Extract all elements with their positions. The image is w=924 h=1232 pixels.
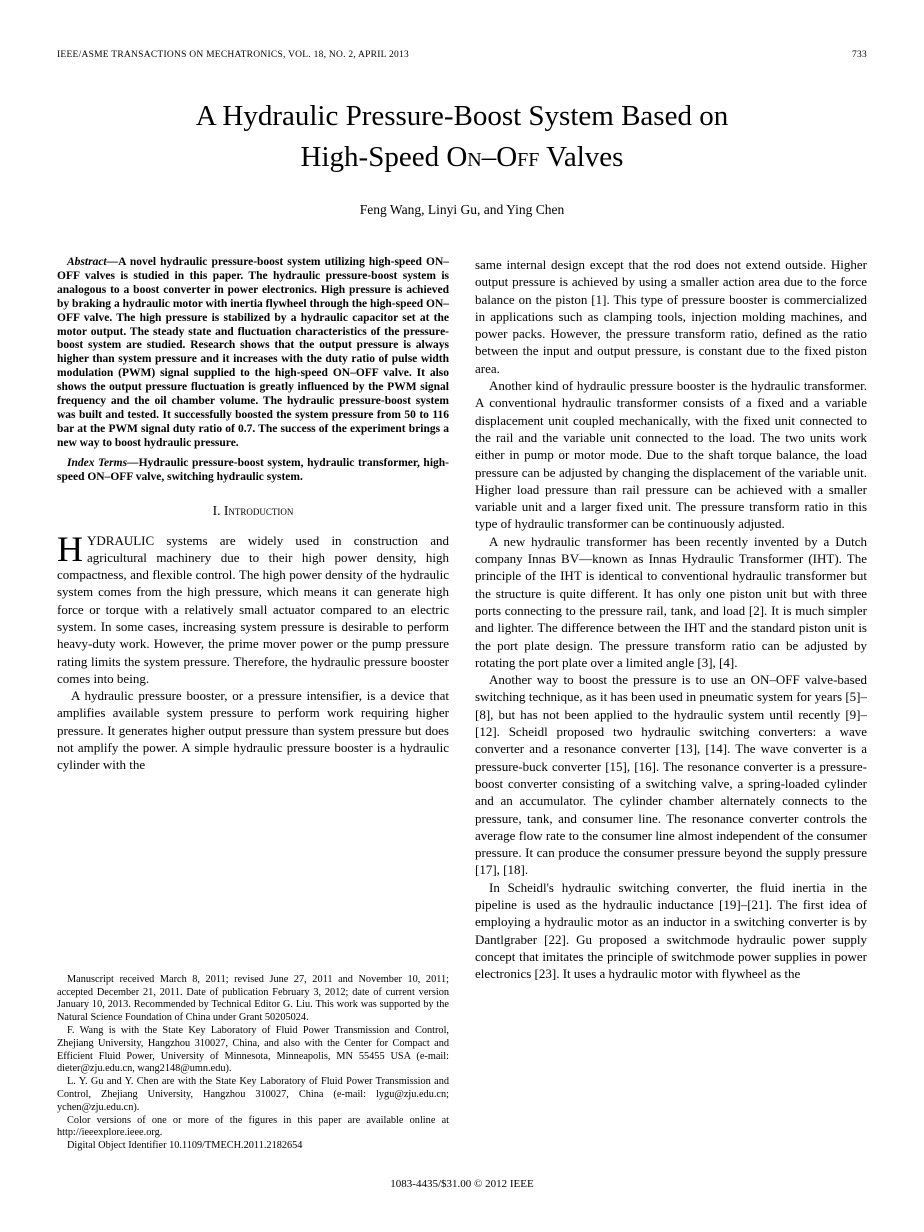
footnote-manuscript-history: Manuscript received March 8, 2011; revised June 27, 2011 and November 10, 2011; accepted December 21, 2011. Date of publication February 3, 2012; date of current version January 10, 2013. Recommended by Technical Editor G. Liu. This work was supported by the Natural Science Foundation of China under Grant 50205024. bbox=[57, 973, 449, 1024]
running-head bbox=[57, 50, 867, 60]
abstract-text: A novel hydraulic pressure-boost system utilizing high-speed ON–OFF valves is studied in this paper. The hydraulic pressure-boost system is analogous to a boost converter in power electronics. High pressure is achieved by braking a hydraulic motor with inertia flywheel through the high-speed ON–OFF valve. The high pressure is stabilized by a hydraulic capacitor set at the motor output. The steady state and fluctuation characteristics of the pressure-boost system are studied. Research shows that the output pressure is always higher than system pressure and it increases with the duty ratio of pulse width modulation (PWM) signal supplied to the high-speed ON–OFF valve. It also shows the output pressure fluctuation is greatly influenced by the PWM signal frequency and the oil chamber volume. The hydraulic pressure-boost system was built and tested. It successfully boosted the system pressure from 50 to 116 bar at the PWM signal duty ratio of 0.7. The success of the experiment brings a new way to boost hydraulic pressure. bbox=[57, 256, 449, 449]
left-column bbox=[57, 256, 449, 1153]
footnote-author-affiliation-1: F. Wang is with the State Key Laboratory of Fluid Power Transmission and Control, Zhejiang University, Hangzhou 310027, China, and also with the Center for Compact and Efficient Fluid Power, University of Minnesota, Minneapolis, MN 55455 USA (e-mail: dieter@zju.edu.cn, wang2148@umn.edu). bbox=[57, 1025, 449, 1075]
body-paragraph-hydraulic-transformer: Another kind of hydraulic pressure booster is the hydraulic transformer. A conventional hydraulic transformer consists of a fixed and a variable displacement unit coupled mechanically, with the fixed unit connected to the rail and the variable unit connected to the load. The two units work either in pump or motor mode. Due to the shaft torque balance, the load pressure can be adjusted by changing the displacement of the variable unit. Higher load pressure than rail pressure can be achieved with a smaller variable unit and a larger fixed unit. The pressure transform ratio in this type of hydraulic transformer can be continuously adjusted. bbox=[475, 378, 867, 532]
paper-title-line2: High-Speed On–Off Valves bbox=[300, 141, 624, 173]
two-column-body bbox=[57, 256, 867, 1153]
abstract-label: Abstract— bbox=[67, 256, 119, 268]
paper-title-line1: A Hydraulic Pressure-Boost System Based on bbox=[195, 100, 729, 132]
index-terms-text: Hydraulic pressure-boost system, hydraulic transformer, high-speed ON–OFF valve, switching hydraulic system. bbox=[57, 456, 449, 483]
intro-paragraph-1-text: YDRAULIC systems are widely used in construction and agricultural machinery due to their high power density, high compactness, and flexible control. The high power density of the hydraulic system comes from the high pressure, which means it can generate high force or torque with a relatively small actuator compared to an electric system. In some cases, increasing system pressure is desirable to perform heavy-duty work. However, the prime mover power or the pump pressure rating limits the system pressure. Therefore, the hydraulic pressure booster comes into being. bbox=[57, 532, 449, 686]
on-off-smallcaps: On–Off bbox=[446, 141, 540, 173]
authors-line: Feng Wang, Linyi Gu, and Ying Chen bbox=[359, 202, 565, 217]
body-paragraph-continuation: same internal design except that the rod does not extend outside. Higher output pressure is achieved by using a smaller action area due to the force balance on the piston [1]. This type of pressure booster is commercialized in applications such as clamping tools, injection molding machines, and power packs. However, the pressure transform ratio, defined as the ratio between the input and output pressure, is constant due to the fixed piston area. bbox=[475, 257, 867, 376]
index-terms-label: Index Terms— bbox=[67, 456, 139, 469]
index-terms bbox=[57, 457, 449, 485]
intro-paragraph-2: A hydraulic pressure booster, or a pressure intensifier, is a device that amplifies available system pressure to perform work requiring higher pressure. It generates higher output pressure than system pressure but does not amplify the power. A simple hydraulic pressure booster is a hydraulic cylinder with the bbox=[57, 688, 449, 773]
footnote-color-versions: Color versions of one or more of the figures in this paper are available online at http://ieeexplore.ieee.org. bbox=[57, 1114, 449, 1139]
paper-title bbox=[57, 96, 867, 178]
first-page-footnotes bbox=[57, 974, 449, 1153]
intro-paragraph-1 bbox=[57, 528, 449, 688]
body-paragraph-fluid-inertia: In Scheidl's hydraulic switching converter, the fluid inertia in the pipeline is used as the hydraulic inductance [19]–[21]. The first idea of employing a hydraulic motor as an inductor in a switching converter is by Dantlgraber [22]. Gu proposed a switchmode hydraulic power supply concept that imitates the principle of switchmode power supplies in power electronics [23]. It uses a hydraulic motor with flywheel as the bbox=[475, 879, 867, 982]
footnote-doi: Digital Object Identifier 10.1109/TMECH.2011.2182654 bbox=[67, 1140, 303, 1152]
page-number: 733 bbox=[852, 50, 867, 60]
copyright-footer: 1083-4435/$31.00 © 2012 IEEE bbox=[390, 1178, 534, 1190]
right-column bbox=[475, 256, 867, 1153]
drop-cap: H bbox=[57, 528, 83, 569]
journal-line: IEEE/ASME TRANSACTIONS ON MECHATRONICS, VOL. 18, NO. 2, APRIL 2013 bbox=[57, 50, 410, 60]
body-paragraph-innas-iht: A new hydraulic transformer has been recently invented by a Dutch company Innas BV—known as Innas Hydraulic Transformer (IHT). The principle of the IHT is identical to conventional hydraulic transformer but the structure is quite different. It has only one piston unit but with three ports connecting to the pressure rail, tank, and load [2]. It is much simpler and lighter. The difference between the IHT and the standard piston unit is the port plate design. The pressure transform ratio can be adjusted by rotating the port plate over a limited angle [3], [4]. bbox=[475, 533, 867, 670]
footnote-author-affiliation-2: L. Y. Gu and Y. Chen are with the State Key Laboratory of Fluid Power Transmission and Control, Zhejiang University, Hangzhou 310027, China (e-mail: lygu@zju.edu.cn; ychen@zju.edu.cn). bbox=[57, 1076, 449, 1113]
body-paragraph-switching-technique: Another way to boost the pressure is to use an ON–OFF valve-based switching technique, as it has been used in pneumatic system for years [5]–[8], but has not been applied to the hydraulic system until recently [9]–[12]. Scheidl proposed two hydraulic switching converters: a wave converter and a resonance converter [13], [14]. The wave converter is a pressure-buck converter [15], [16]. The resonance converter is a pressure-boost converter consisting of a switching valve, a spring-loaded cylinder and an accumulator. The cylinder chamber alternately connects to the pressure, tank, and consumer line. The resonance converter controls the average flow rate to the consumer line almost independent of the consumer pressure. It can produce the consumer pressure beyond the supply pressure [17], [18]. bbox=[475, 672, 867, 878]
abstract bbox=[57, 256, 449, 451]
section-heading-introduction: I. Introduction bbox=[212, 502, 294, 518]
